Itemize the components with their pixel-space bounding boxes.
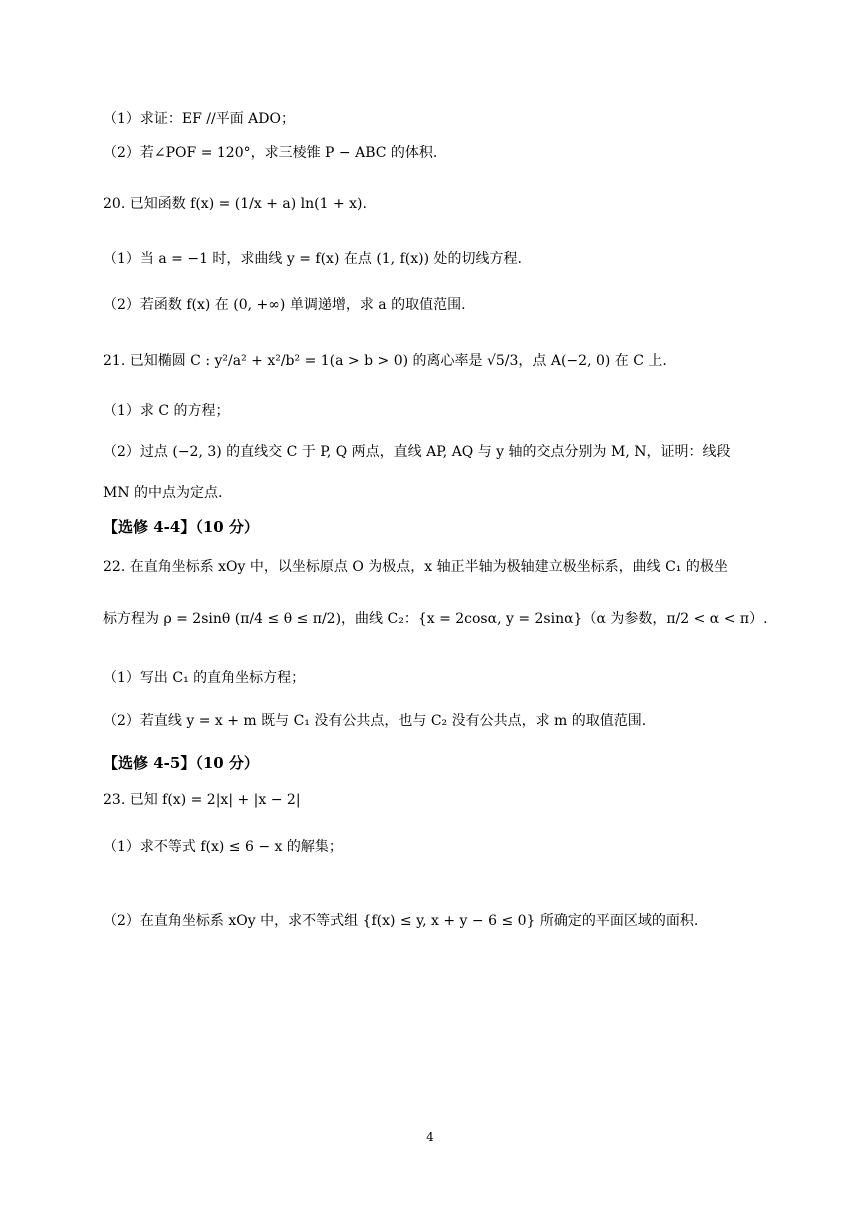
q22-part2: （2）若直线 y = x + m 既与 C₁ 没有公共点，也与 C₂ 没有公共点，求 m 的取值范围.	[103, 713, 647, 729]
q19-part1: （1）求证：EF //平面 ADO；	[103, 111, 295, 127]
q20-stem: 20. 已知函数 f(x) = (1/x + a) ln(1 + x).	[103, 196, 367, 212]
q21-part1: （1）求 C 的方程；	[103, 403, 230, 419]
q23-part2: （2）在直角坐标系 xOy 中，求不等式组 {f(x) ≤ y, x + y − 6 ≤ 0} 所确定的平面区域的面积.	[103, 913, 699, 929]
q19-part2: （2）若∠POF = 120°，求三棱锥 P − ABC 的体积.	[103, 145, 438, 161]
page-number: 4	[426, 1130, 434, 1144]
q22-stem-cont: 标方程为 ρ = 2sinθ (π/4 ≤ θ ≤ π/2)，曲线 C₂：{x = 2cosα, y = 2sinα}（α 为参数，π/2 < α < π）.	[103, 611, 768, 627]
q21-part2-cont: MN 的中点为定点.	[103, 485, 223, 501]
q23-stem: 23. 已知 f(x) = 2|x| + |x − 2|	[103, 792, 301, 808]
q23-part1: （1）求不等式 f(x) ≤ 6 − x 的解集；	[103, 839, 343, 855]
section-heading-4-4: 【选修 4-4】（10 分）	[103, 518, 259, 536]
q21-part2: （2）过点 (−2, 3) 的直线交 C 于 P, Q 两点，直线 AP, AQ 与 y 轴的交点分别为 M, N，证明：线段	[103, 444, 731, 460]
q20-part1: （1）当 a = −1 时，求曲线 y = f(x) 在点 (1, f(x)) 处的切线方程.	[103, 251, 522, 267]
q20-part2: （2）若函数 f(x) 在 (0, +∞) 单调递增，求 a 的取值范围.	[103, 297, 466, 313]
q22-part1: （1）写出 C₁ 的直角坐标方程；	[103, 670, 306, 686]
q21-stem: 21. 已知椭圆 C : y²/a² + x²/b² = 1(a > b > 0) 的离心率是 √5/3，点 A(−2, 0) 在 C 上.	[103, 353, 667, 369]
section-heading-4-5: 【选修 4-5】（10 分）	[103, 754, 259, 772]
q22-stem: 22. 在直角坐标系 xOy 中，以坐标原点 O 为极点，x 轴正半轴为极轴建立极坐标系，曲线 C₁ 的极坐	[103, 559, 728, 575]
